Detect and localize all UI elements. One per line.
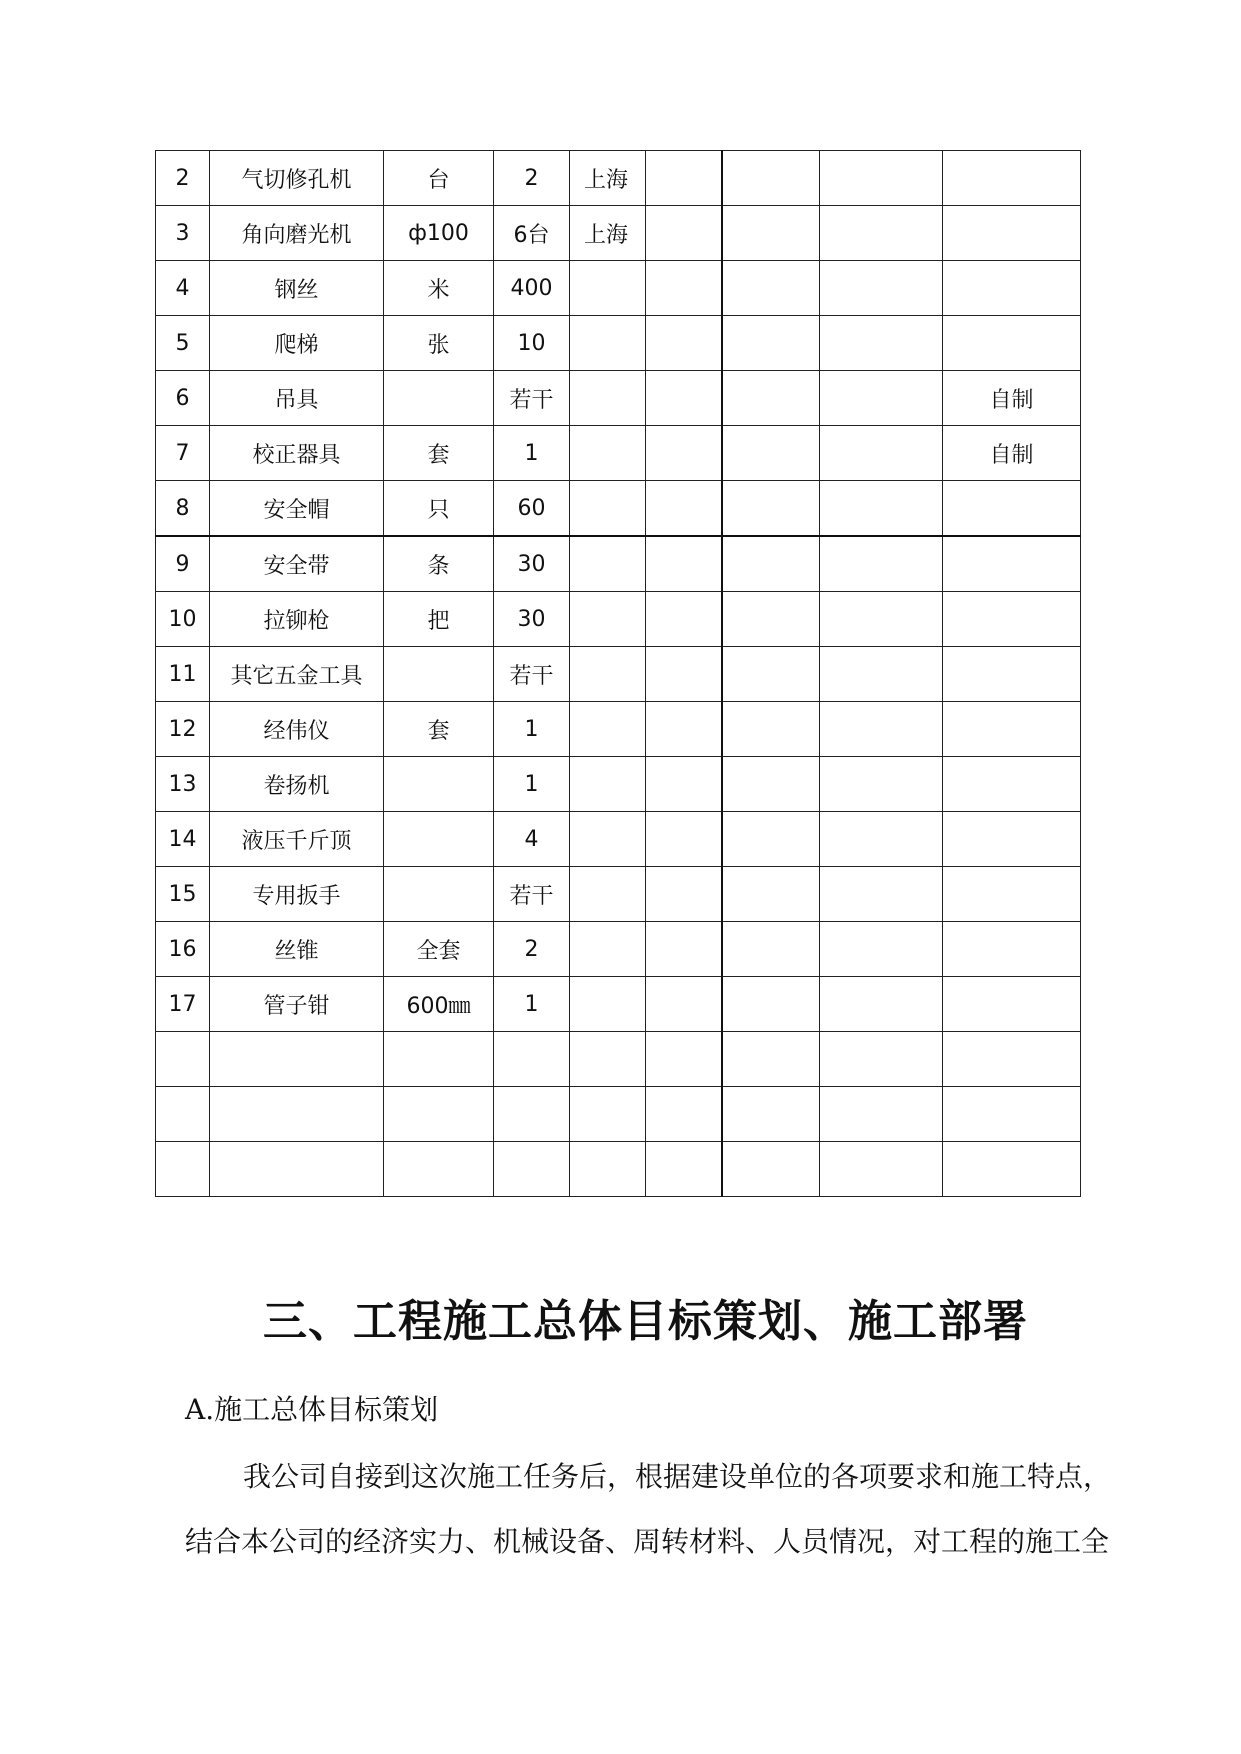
cell-name: 爬梯 [210, 316, 384, 371]
cell-col7 [722, 316, 820, 371]
cell-spec: 套 [384, 426, 494, 481]
equipment-table-body [156, 151, 1081, 1197]
cell-name [210, 1142, 384, 1197]
cell-col6 [646, 426, 722, 481]
cell-name: 卷扬机 [210, 757, 384, 812]
cell-quantity: 1 [494, 757, 570, 812]
cell-col8 [820, 371, 943, 426]
cell-origin: 上海 [570, 206, 646, 261]
cell-spec: 600㎜ [384, 977, 494, 1032]
cell-remark [943, 702, 1081, 757]
cell-spec [384, 647, 494, 702]
cell-col7 [722, 536, 820, 592]
cell-col6 [646, 536, 722, 592]
cell-number: 17 [156, 977, 210, 1032]
cell-number: 14 [156, 812, 210, 867]
cell-spec [384, 371, 494, 426]
cell-number: 3 [156, 206, 210, 261]
cell-number: 11 [156, 647, 210, 702]
cell-spec: 张 [384, 316, 494, 371]
cell-spec: 只 [384, 481, 494, 537]
cell-number: 2 [156, 151, 210, 206]
cell-number: 16 [156, 922, 210, 977]
cell-quantity: 30 [494, 536, 570, 592]
cell-origin [570, 922, 646, 977]
cell-name: 经伟仪 [210, 702, 384, 757]
cell-origin [570, 1087, 646, 1142]
cell-number: 6 [156, 371, 210, 426]
table-row [156, 1032, 1081, 1087]
cell-name: 专用扳手 [210, 867, 384, 922]
cell-number: 15 [156, 867, 210, 922]
cell-spec [384, 812, 494, 867]
cell-origin [570, 426, 646, 481]
cell-remark [943, 536, 1081, 592]
cell-quantity [494, 1142, 570, 1197]
cell-col8 [820, 647, 943, 702]
cell-origin [570, 977, 646, 1032]
cell-name: 校正器具 [210, 426, 384, 481]
cell-name: 拉铆枪 [210, 592, 384, 647]
cell-spec: 把 [384, 592, 494, 647]
cell-col8 [820, 702, 943, 757]
cell-col7 [722, 1032, 820, 1087]
cell-col6 [646, 867, 722, 922]
cell-col6 [646, 261, 722, 316]
paragraph-line-1: 我公司自接到这次施工任务后，根据建设单位的各项要求和施工特点， [243, 1460, 1112, 1493]
cell-quantity: 1 [494, 426, 570, 481]
cell-col8 [820, 1032, 943, 1087]
cell-remark [943, 151, 1081, 206]
table-row [156, 316, 1081, 371]
table-row [156, 371, 1081, 426]
cell-origin [570, 481, 646, 537]
cell-number: 7 [156, 426, 210, 481]
cell-name: 钢丝 [210, 261, 384, 316]
cell-origin [570, 1142, 646, 1197]
cell-col7 [722, 702, 820, 757]
cell-name: 其它五金工具 [210, 647, 384, 702]
cell-remark [943, 316, 1081, 371]
cell-spec [384, 867, 494, 922]
cell-remark [943, 812, 1081, 867]
cell-col7 [722, 426, 820, 481]
cell-spec: 台 [384, 151, 494, 206]
cell-col7 [722, 977, 820, 1032]
cell-remark [943, 481, 1081, 537]
cell-remark [943, 647, 1081, 702]
cell-name [210, 1087, 384, 1142]
cell-spec: ф100 [384, 206, 494, 261]
table-row [156, 757, 1081, 812]
cell-name: 安全带 [210, 536, 384, 592]
cell-number [156, 1142, 210, 1197]
cell-origin [570, 536, 646, 592]
cell-quantity: 若干 [494, 867, 570, 922]
paragraph-line-2: 结合本公司的经济实力、机械设备、周转材料、人员情况，对工程的施工全 [185, 1525, 1110, 1558]
cell-origin [570, 702, 646, 757]
cell-col6 [646, 1032, 722, 1087]
table-row [156, 1087, 1081, 1142]
cell-col7 [722, 371, 820, 426]
cell-number: 4 [156, 261, 210, 316]
cell-origin [570, 812, 646, 867]
cell-quantity: 2 [494, 922, 570, 977]
cell-col8 [820, 151, 943, 206]
cell-col8 [820, 757, 943, 812]
cell-number: 9 [156, 536, 210, 592]
cell-number [156, 1032, 210, 1087]
cell-col7 [722, 647, 820, 702]
cell-remark [943, 592, 1081, 647]
cell-name: 丝锥 [210, 922, 384, 977]
cell-quantity: 10 [494, 316, 570, 371]
cell-origin [570, 1032, 646, 1087]
cell-col8 [820, 1142, 943, 1197]
cell-quantity: 60 [494, 481, 570, 537]
cell-col6 [646, 647, 722, 702]
cell-number [156, 1087, 210, 1142]
cell-col7 [722, 867, 820, 922]
table-row [156, 922, 1081, 977]
cell-col6 [646, 371, 722, 426]
cell-col8 [820, 812, 943, 867]
cell-remark: 自制 [943, 371, 1081, 426]
cell-col8 [820, 592, 943, 647]
cell-spec [384, 757, 494, 812]
cell-col8 [820, 977, 943, 1032]
cell-quantity: 400 [494, 261, 570, 316]
cell-origin [570, 316, 646, 371]
cell-spec: 条 [384, 536, 494, 592]
cell-col6 [646, 757, 722, 812]
cell-col8 [820, 261, 943, 316]
cell-name: 气切修孔机 [210, 151, 384, 206]
table-row [156, 867, 1081, 922]
table-row [156, 536, 1081, 592]
cell-col6 [646, 977, 722, 1032]
table-row [156, 261, 1081, 316]
cell-name: 角向磨光机 [210, 206, 384, 261]
table-row [156, 1142, 1081, 1197]
cell-col6 [646, 592, 722, 647]
cell-number: 8 [156, 481, 210, 537]
cell-col8 [820, 922, 943, 977]
table-row [156, 426, 1081, 481]
cell-quantity: 6台 [494, 206, 570, 261]
cell-origin [570, 371, 646, 426]
table-row [156, 812, 1081, 867]
cell-col8 [820, 316, 943, 371]
cell-number: 10 [156, 592, 210, 647]
cell-name: 吊具 [210, 371, 384, 426]
cell-spec [384, 1087, 494, 1142]
cell-origin [570, 647, 646, 702]
cell-origin [570, 867, 646, 922]
cell-col7 [722, 1142, 820, 1197]
cell-name [210, 1032, 384, 1087]
cell-remark [943, 1142, 1081, 1197]
cell-remark [943, 922, 1081, 977]
cell-col6 [646, 1142, 722, 1197]
cell-col6 [646, 1087, 722, 1142]
cell-remark [943, 757, 1081, 812]
cell-col8 [820, 1087, 943, 1142]
cell-col7 [722, 151, 820, 206]
cell-col6 [646, 151, 722, 206]
cell-quantity: 若干 [494, 371, 570, 426]
cell-name: 管子钳 [210, 977, 384, 1032]
table-row [156, 647, 1081, 702]
cell-quantity: 2 [494, 151, 570, 206]
cell-col6 [646, 922, 722, 977]
cell-spec [384, 1032, 494, 1087]
table-row [156, 702, 1081, 757]
cell-origin [570, 261, 646, 316]
table-row [156, 206, 1081, 261]
cell-col7 [722, 1087, 820, 1142]
cell-col7 [722, 261, 820, 316]
table-row [156, 151, 1081, 206]
cell-remark [943, 1032, 1081, 1087]
cell-quantity [494, 1032, 570, 1087]
table-row [156, 592, 1081, 647]
cell-col7 [722, 592, 820, 647]
cell-col6 [646, 316, 722, 371]
cell-name: 液压千斤顶 [210, 812, 384, 867]
cell-col6 [646, 206, 722, 261]
cell-col7 [722, 757, 820, 812]
cell-remark [943, 977, 1081, 1032]
cell-quantity: 4 [494, 812, 570, 867]
cell-col8 [820, 867, 943, 922]
cell-quantity: 若干 [494, 647, 570, 702]
cell-spec: 米 [384, 261, 494, 316]
table-row [156, 481, 1081, 537]
cell-remark: 自制 [943, 426, 1081, 481]
cell-remark [943, 1087, 1081, 1142]
cell-quantity: 1 [494, 977, 570, 1032]
cell-name: 安全帽 [210, 481, 384, 537]
cell-remark [943, 206, 1081, 261]
cell-number: 5 [156, 316, 210, 371]
cell-col6 [646, 812, 722, 867]
cell-col8 [820, 206, 943, 261]
subheading: A.施工总体目标策划 [185, 1393, 439, 1426]
cell-origin [570, 592, 646, 647]
cell-spec: 全套 [384, 922, 494, 977]
cell-col7 [722, 481, 820, 537]
cell-col6 [646, 702, 722, 757]
table-row [156, 977, 1081, 1032]
cell-remark [943, 867, 1081, 922]
cell-number: 13 [156, 757, 210, 812]
cell-origin [570, 757, 646, 812]
cell-quantity: 30 [494, 592, 570, 647]
cell-remark [943, 261, 1081, 316]
cell-col7 [722, 812, 820, 867]
cell-origin: 上海 [570, 151, 646, 206]
cell-col7 [722, 206, 820, 261]
cell-number: 12 [156, 702, 210, 757]
cell-col6 [646, 481, 722, 537]
section-title: 三、工程施工总体目标策划、施工部署 [263, 1296, 1028, 1347]
equipment-table [155, 150, 1081, 1197]
cell-col8 [820, 536, 943, 592]
cell-spec [384, 1142, 494, 1197]
cell-col8 [820, 426, 943, 481]
cell-spec: 套 [384, 702, 494, 757]
cell-quantity [494, 1087, 570, 1142]
cell-quantity: 1 [494, 702, 570, 757]
cell-col7 [722, 922, 820, 977]
cell-col8 [820, 481, 943, 537]
